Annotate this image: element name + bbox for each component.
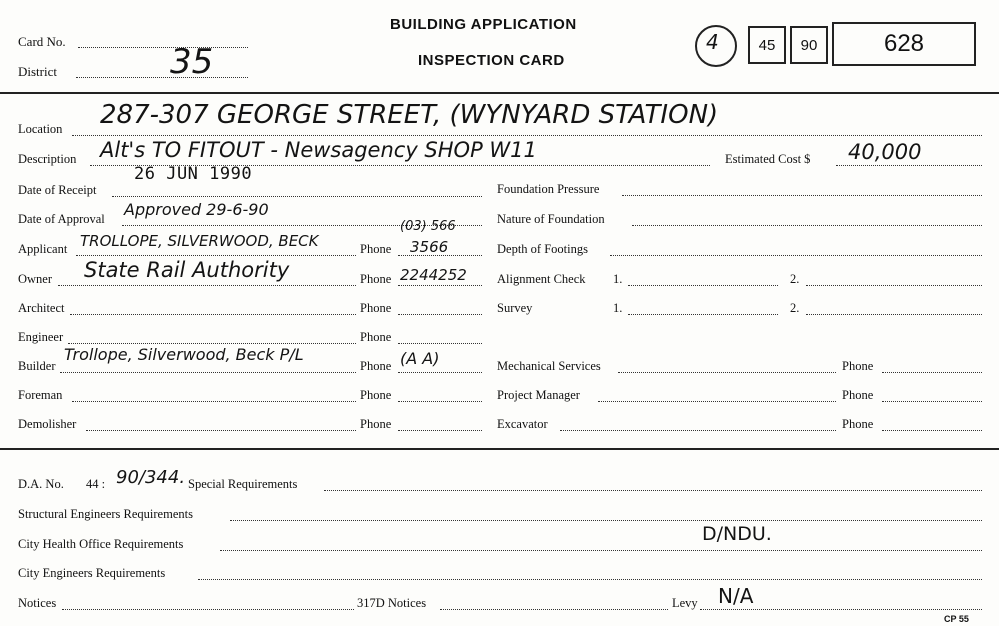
- architect-phone-line: [398, 314, 482, 315]
- levy-line: [700, 609, 982, 610]
- description-value: Alt's TO FITOUT - Newsagency SHOP W11: [100, 138, 537, 162]
- date-receipt-stamp: 26 JUN 1990: [134, 164, 253, 184]
- foreman-line: [72, 401, 356, 402]
- excavator-label: Excavator: [497, 417, 548, 431]
- owner-value: State Rail Authority: [84, 258, 290, 282]
- owner-phone-label: Phone: [360, 272, 392, 286]
- special-requirements-label: Special Requirements: [188, 477, 298, 491]
- builder-line: [60, 372, 356, 373]
- excavator-line: [560, 430, 836, 431]
- architect-line: [70, 314, 356, 315]
- foundation-pressure-label: Foundation Pressure: [497, 182, 600, 196]
- structural-engineers-label: Structural Engineers Requirements: [18, 507, 193, 521]
- notices-317d-label: 317D Notices: [357, 596, 427, 610]
- city-health-label: City Health Office Requirements: [18, 537, 184, 551]
- notices-317d-line: [440, 609, 668, 610]
- survey-2: 2.: [790, 301, 800, 315]
- survey-line-2: [806, 314, 982, 315]
- architect-label: Architect: [18, 301, 65, 315]
- da-no-label: D.A. No.: [18, 477, 64, 491]
- district-line: [76, 77, 248, 78]
- structural-engineers-line: [230, 520, 982, 521]
- card-no-label: Card No.: [18, 34, 66, 49]
- applicant-phone-value: 3566: [410, 238, 449, 256]
- project-manager-phone-line: [882, 401, 982, 402]
- mechanical-phone-line: [882, 372, 982, 373]
- alignment-check-2: 2.: [790, 272, 800, 286]
- alignment-check-line-2: [806, 285, 982, 286]
- builder-label: Builder: [18, 359, 56, 373]
- levy-value: N/A: [718, 584, 754, 608]
- date-approval-value: Approved 29-6-90: [124, 200, 269, 219]
- header-divider: [0, 92, 999, 94]
- title-line2: INSPECTION CARD: [418, 52, 565, 69]
- excavator-phone-label: Phone: [842, 417, 874, 431]
- card-no-line: [78, 47, 248, 48]
- foreman-label: Foreman: [18, 388, 63, 402]
- location-line: [72, 135, 982, 136]
- applicant-line: [76, 255, 356, 256]
- circle-mark-value: 4: [706, 30, 719, 54]
- demolisher-phone-label: Phone: [360, 417, 392, 431]
- owner-phone-line: [398, 285, 482, 286]
- alignment-check-1: 1.: [613, 272, 623, 286]
- alignment-check-label: Alignment Check: [497, 272, 586, 286]
- depth-footings-line: [610, 255, 982, 256]
- city-health-line: [220, 550, 982, 551]
- date-approval-label: Date of Approval: [18, 212, 105, 226]
- box-a: 45: [748, 26, 786, 64]
- project-manager-phone-label: Phone: [842, 388, 874, 402]
- mechanical-services-label: Mechanical Services: [497, 359, 601, 373]
- foreman-phone-line: [398, 401, 482, 402]
- levy-label: Levy: [672, 596, 698, 610]
- location-label: Location: [18, 122, 63, 136]
- engineer-phone-label: Phone: [360, 330, 392, 344]
- estimated-cost-label: Estimated Cost $: [725, 152, 811, 166]
- mechanical-services-line: [618, 372, 836, 373]
- city-health-value: D/NDU.: [702, 523, 772, 545]
- foundation-pressure-line: [622, 195, 982, 196]
- description-label: Description: [18, 152, 77, 166]
- applicant-phone-label: Phone: [360, 242, 392, 256]
- applicant-label: Applicant: [18, 242, 68, 256]
- nature-foundation-line: [632, 225, 982, 226]
- district-label: District: [18, 64, 57, 79]
- survey-line-1: [628, 314, 778, 315]
- date-receipt-label: Date of Receipt: [18, 183, 97, 197]
- district-value: 35: [170, 42, 214, 82]
- engineer-label: Engineer: [18, 330, 64, 344]
- builder-value: Trollope, Silverwood, Beck P/L: [64, 345, 304, 364]
- engineer-phone-line: [398, 343, 482, 344]
- nature-foundation-label: Nature of Foundation: [497, 212, 605, 226]
- notices-line: [62, 609, 354, 610]
- owner-phone-value: 2244252: [400, 266, 467, 284]
- survey-1: 1.: [613, 301, 623, 315]
- applicant-phone-area: (03) 566: [400, 219, 456, 234]
- builder-phone-value: (A A): [400, 349, 440, 368]
- city-engineers-line: [198, 579, 982, 580]
- da-no-value: 90/344.: [116, 467, 186, 488]
- owner-label: Owner: [18, 272, 53, 286]
- mechanical-phone-label: Phone: [842, 359, 874, 373]
- project-manager-line: [598, 401, 836, 402]
- location-value: 287-307 GEORGE STREET, (WYNYARD STATION): [100, 100, 719, 130]
- estimated-cost-line: [836, 165, 982, 166]
- notices-label: Notices: [18, 596, 57, 610]
- excavator-phone-line: [882, 430, 982, 431]
- demolisher-label: Demolisher: [18, 417, 77, 431]
- form-code: CP 55: [944, 614, 969, 624]
- demolisher-line: [86, 430, 356, 431]
- architect-phone-label: Phone: [360, 301, 392, 315]
- builder-phone-line: [398, 372, 482, 373]
- box-number: 628: [832, 22, 976, 66]
- engineer-line: [68, 343, 356, 344]
- alignment-check-line-1: [628, 285, 778, 286]
- date-receipt-line: [112, 196, 482, 197]
- lower-divider: [0, 448, 999, 450]
- applicant-value: TROLLOPE, SILVERWOOD, BECK: [80, 232, 319, 250]
- special-requirements-line: [324, 490, 982, 491]
- city-engineers-label: City Engineers Requirements: [18, 566, 166, 580]
- project-manager-label: Project Manager: [497, 388, 580, 402]
- title-line1: BUILDING APPLICATION: [390, 16, 577, 33]
- demolisher-phone-line: [398, 430, 482, 431]
- box-b: 90: [790, 26, 828, 64]
- builder-phone-label: Phone: [360, 359, 392, 373]
- owner-line: [58, 285, 356, 286]
- estimated-cost-value: 40,000: [848, 140, 922, 164]
- foreman-phone-label: Phone: [360, 388, 392, 402]
- survey-label: Survey: [497, 301, 533, 315]
- da-no-prefix: 44 :: [86, 477, 106, 491]
- depth-footings-label: Depth of Footings: [497, 242, 588, 256]
